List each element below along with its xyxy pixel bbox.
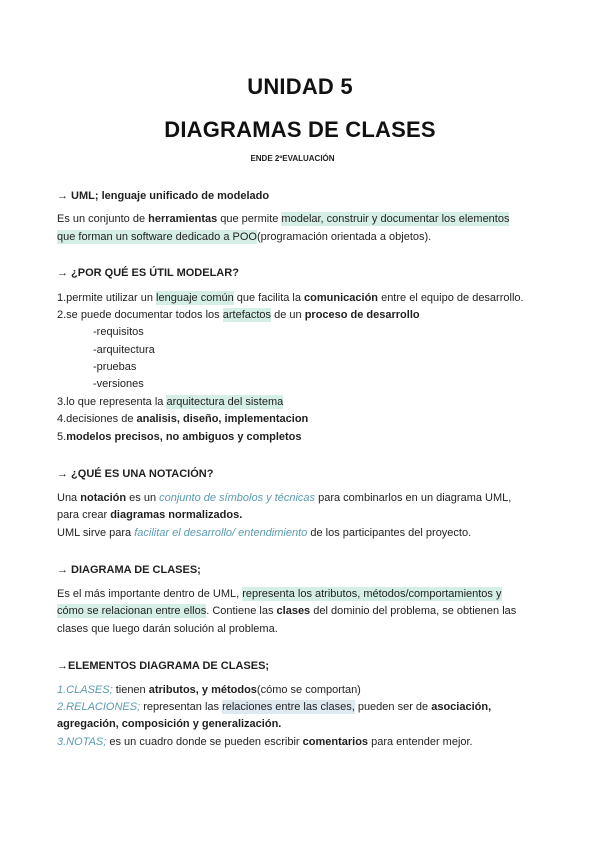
emphasis-text: conjunto de símbolos y técnicas	[159, 492, 316, 504]
text: es un	[126, 492, 160, 504]
emphasis-text: 1.CLASES;	[57, 684, 113, 696]
text: representan las	[140, 701, 223, 713]
bold-text: proceso de desarrollo	[304, 309, 420, 321]
element-relations	[57, 699, 491, 716]
highlight: artefactos	[222, 309, 272, 321]
notation-line-2	[57, 507, 242, 524]
text: que permite	[217, 213, 282, 225]
text: (cómo se comportan)	[256, 684, 361, 696]
text: de un	[271, 309, 305, 321]
why-subitem: -pruebas	[93, 361, 137, 373]
uml-paragraph-line-2	[57, 229, 431, 246]
why-subitem: -arquitectura	[93, 344, 155, 356]
highlight: modelar, construir y documentar los elementos	[281, 213, 510, 225]
text: 4.decisiones de	[57, 413, 137, 425]
bold-text: asociación,	[431, 701, 492, 713]
unit-title: UNIDAD 5	[247, 74, 353, 99]
text: del dominio del problema, se obtienen las	[310, 605, 517, 617]
text: UML sirve para	[57, 527, 135, 539]
why-subitem: -versiones	[93, 378, 144, 390]
bold-text: comentarios	[302, 736, 369, 748]
bold-text: atributos, y métodos	[148, 684, 257, 696]
text: que facilita la	[233, 292, 305, 304]
text: para crear	[57, 509, 111, 521]
highlight: representa los atributos, métodos/comportamientos y	[242, 588, 502, 600]
page-title: DIAGRAMAS DE CLASES	[164, 117, 436, 142]
notation-heading: → ¿QUÉ ES UNA NOTACIÓN?	[57, 468, 214, 480]
notation-line-3	[57, 525, 471, 542]
bold-text: comunicación	[304, 292, 379, 304]
element-notes	[57, 734, 473, 751]
why-heading: → ¿POR QUÉ ES ÚTIL MODELAR?	[57, 267, 239, 279]
class-diagram-line-1	[57, 586, 502, 603]
text: Es un conjunto de	[57, 213, 149, 225]
text: (programación orientada a objetos).	[256, 231, 432, 243]
element-relations-types: agregación, composición y generalización.	[57, 718, 282, 730]
bold-text: diagramas normalizados.	[110, 509, 243, 521]
emphasis-text: 3.NOTAS;	[57, 736, 107, 748]
bold-text: analisis, diseño, implementacion	[136, 413, 309, 425]
text: para entender mejor.	[368, 736, 473, 748]
why-item-2	[57, 307, 420, 324]
text: entre el equipo de desarrollo.	[378, 292, 524, 304]
emphasis-text: facilitar el desarrollo/ entendimiento	[134, 527, 308, 539]
text: 1.permite utilizar un	[57, 292, 157, 304]
text: 3.lo que representa la	[57, 396, 167, 408]
uml-paragraph-line-1	[57, 211, 509, 228]
bold-text: herramientas	[148, 213, 218, 225]
text: pueden ser de	[354, 701, 432, 713]
highlight: relaciones entre las clases,	[222, 701, 355, 713]
highlight: cómo se relacionan entre ellos	[57, 605, 207, 617]
page-subtitle: ENDE 2ºEVALUACIÓN	[250, 154, 335, 163]
text: . Contiene las	[206, 605, 277, 617]
text: Es el más importante dentro de UML,	[57, 588, 243, 600]
highlight: lenguaje común	[156, 292, 234, 304]
why-item-3	[57, 394, 283, 411]
text: tienen	[112, 684, 149, 696]
why-item-1	[57, 290, 524, 307]
text: para combinarlos en un diagrama UML,	[315, 492, 512, 504]
text: de los participantes del proyecto.	[307, 527, 472, 539]
text: 2.se puede documentar todos los	[57, 309, 223, 321]
class-diagram-heading: → DIAGRAMA DE CLASES;	[57, 564, 201, 576]
why-item-4	[57, 411, 308, 428]
why-subitem: -requisitos	[93, 326, 144, 338]
bold-text: modelos precisos, no ambiguos y completos	[66, 431, 302, 443]
elements-heading: →ELEMENTOS DIAGRAMA DE CLASES;	[57, 660, 270, 672]
highlight: que forman un software dedicado a POO	[57, 231, 257, 243]
text: 5.	[57, 431, 67, 443]
class-diagram-line-3: clases que luego darán solución al problema.	[57, 623, 278, 635]
uml-heading: → UML; lenguaje unificado de modelado	[57, 190, 270, 202]
highlight: arquitectura del sistema	[166, 396, 284, 408]
class-diagram-line-2	[57, 603, 516, 620]
bold-text: clases	[276, 605, 311, 617]
text: Una	[57, 492, 81, 504]
element-classes	[57, 682, 361, 699]
text: es un cuadro donde se pueden escribir	[106, 736, 303, 748]
emphasis-text: 2.RELACIONES;	[57, 701, 141, 713]
bold-text: notación	[80, 492, 127, 504]
notation-line-1	[57, 490, 511, 507]
why-item-5	[57, 429, 302, 446]
